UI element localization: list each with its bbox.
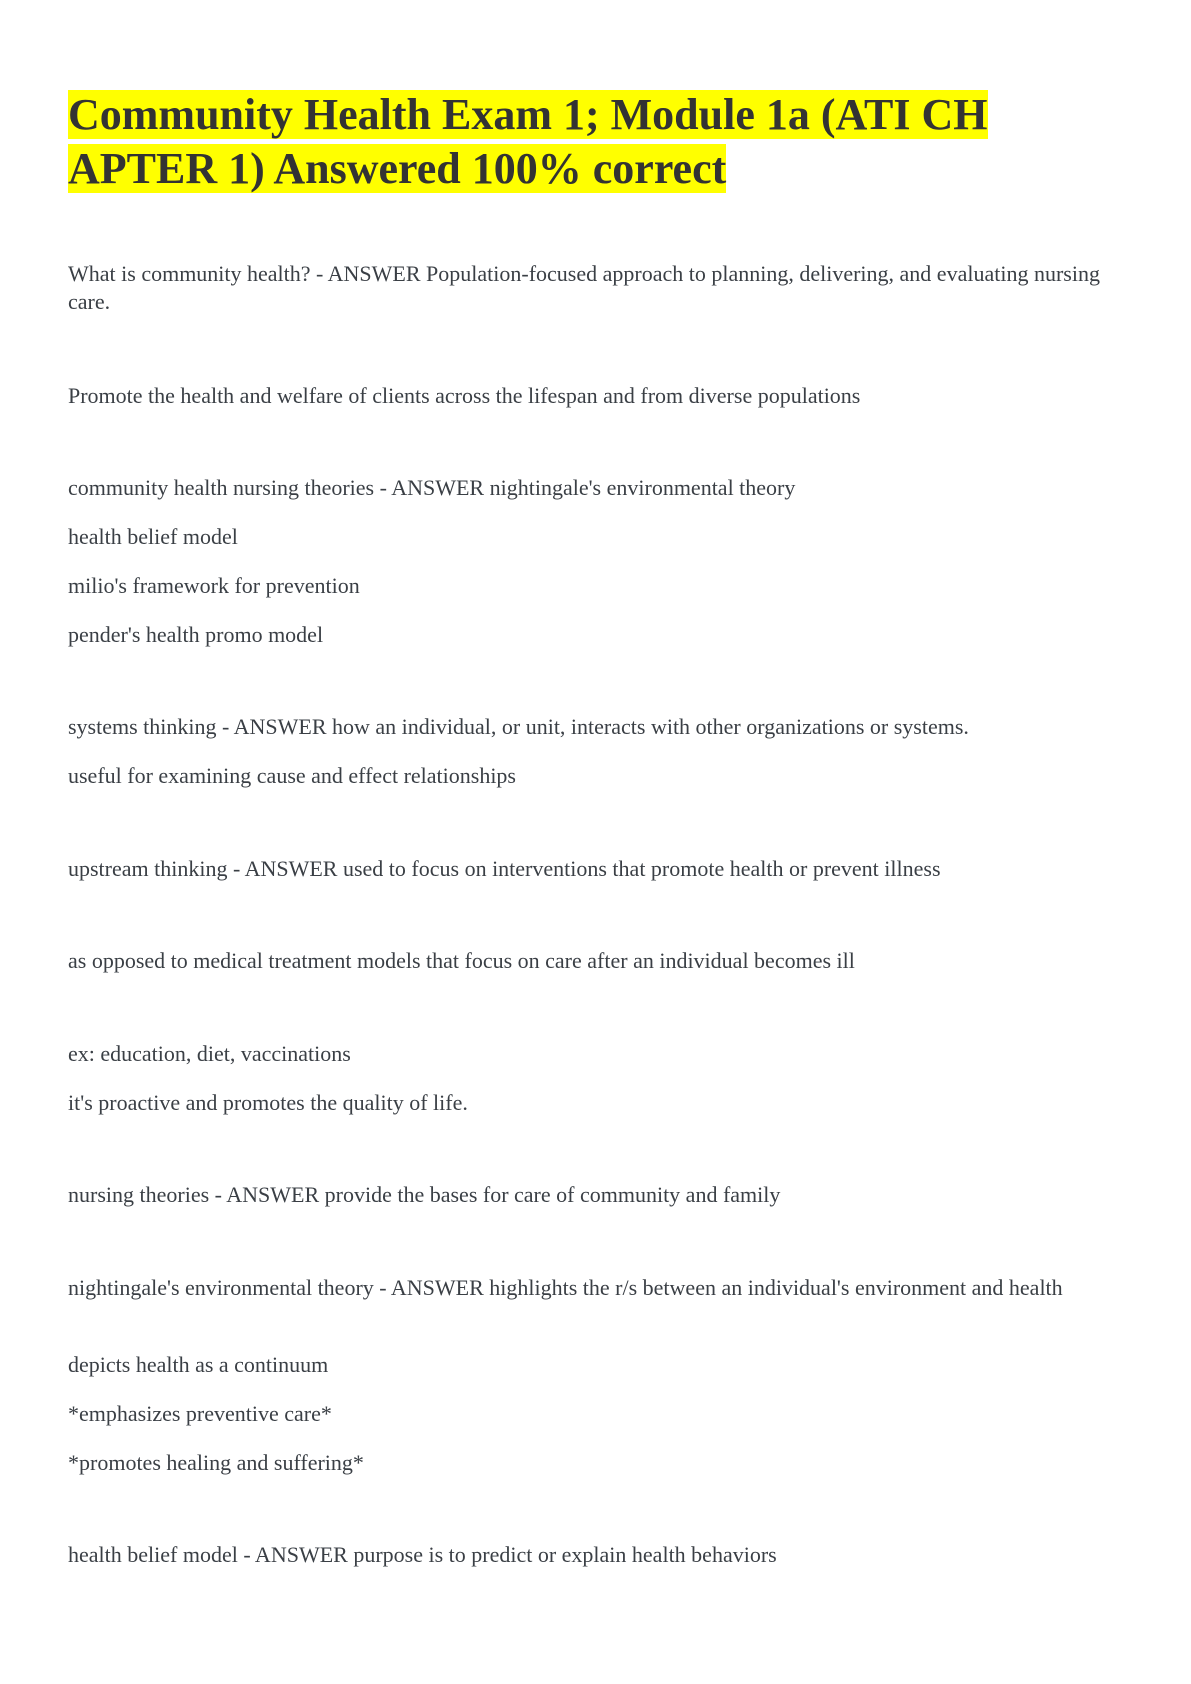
paragraph-proactive: it's proactive and promotes the quality of life. — [68, 1090, 468, 1115]
paragraph-nursing-theories: nursing theories - ANSWER provide the bases for care of community and family — [68, 1182, 781, 1207]
paragraph-healing-suffering: *promotes healing and suffering* — [68, 1450, 364, 1475]
document-title-text: Community Health Exam 1; Module 1a (ATI CH APTER 1) Answered 100% correct — [68, 90, 988, 193]
paragraph-community-health-definition: What is community health? - ANSWER Population-focused approach to planning, delivering, and evaluating nursing care. — [68, 261, 1100, 314]
paragraph-examples: ex: education, diet, vaccinations — [68, 1041, 351, 1066]
paragraph-upstream-thinking: upstream thinking - ANSWER used to focus on interventions that promote health or prevent illness — [68, 856, 941, 881]
paragraph-cause-effect: useful for examining cause and effect relationships — [68, 763, 516, 788]
paragraph-promote-health: Promote the health and welfare of clients across the lifespan and from diverse populations — [68, 383, 861, 408]
paragraph-preventive-care: *emphasizes preventive care* — [68, 1401, 332, 1426]
list-item-health-belief-model: health belief model — [68, 524, 238, 549]
list-item-penders-model: pender's health promo model — [68, 622, 324, 647]
list-item-milios-framework: milio's framework for prevention — [68, 573, 360, 598]
document-page — [68, 88, 1128, 196]
document-title — [68, 88, 1128, 196]
paragraph-medical-treatment-models: as opposed to medical treatment models that focus on care after an individual becomes ill — [68, 948, 855, 973]
paragraph-nursing-theories-question: community health nursing theories - ANSWER nightingale's environmental theory — [68, 475, 796, 500]
paragraph-systems-thinking: systems thinking - ANSWER how an individual, or unit, interacts with other organizations or systems. — [68, 714, 969, 739]
paragraph-health-belief-model: health belief model - ANSWER purpose is to predict or explain health behaviors — [68, 1542, 777, 1567]
paragraph-nightingale-theory: nightingale's environmental theory - ANSWER highlights the r/s between an individual's environment and health — [68, 1275, 1063, 1300]
paragraph-health-continuum: depicts health as a continuum — [68, 1352, 329, 1377]
